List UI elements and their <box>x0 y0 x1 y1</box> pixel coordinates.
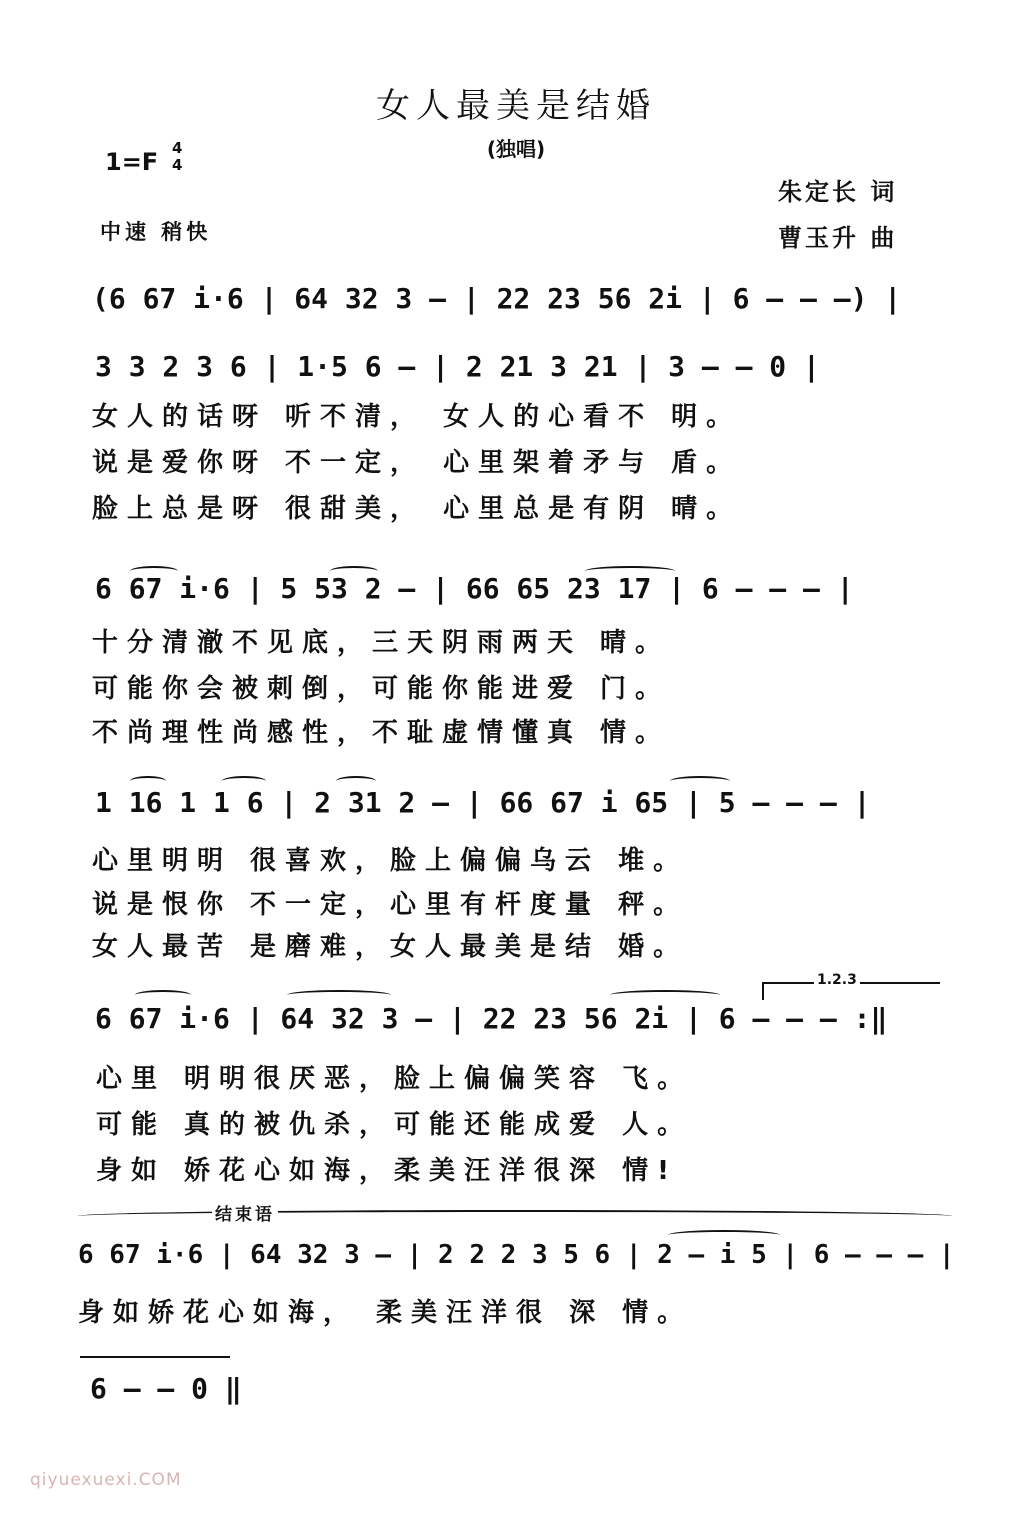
notation-line-1: 3 3 2 3 6 | 1·5 6 – | 2 21 3 21 | 3 – – 0 | <box>95 350 820 383</box>
composer-credit: 曹玉升 曲 <box>778 224 898 252</box>
lyric-line: 可能 真的被仇杀，可能还能成爱 人。 <box>96 1110 693 1140</box>
slur <box>135 990 191 1000</box>
notation-line-final: 6 – – 0 ‖ <box>90 1372 242 1405</box>
slur <box>222 776 266 786</box>
meter-top: 4 <box>172 139 183 157</box>
lyric-line: 不尚理性尚感性，不耻虚情懂真 情。 <box>92 718 671 748</box>
notation-line-4: 6 67 i·6 | 64 32 3 – | 22 23 56 2i | 6 – – – :‖ <box>95 1002 888 1035</box>
meter-bottom: 4 <box>172 156 183 174</box>
phrase-slur <box>78 1210 952 1222</box>
lyric-line: 心里 明明很厌恶，脸上偏偏笑容 飞。 <box>96 1064 693 1094</box>
key-signature: 1=F <box>105 148 159 176</box>
lyric-line: 脸上总是呀 很甜美， 心里总是有阴 晴。 <box>92 494 742 524</box>
slur <box>336 776 376 786</box>
notation-line-coda: 6 67 i·6 | 64 32 3 – | 2 2 2 3 5 6 | 2 – i 5 | 6 – – – | <box>78 1240 955 1270</box>
time-signature <box>172 140 182 174</box>
notation-line-2: 6 67 i·6 | 5 53 2 – | 66 65 23 17 | 6 – – – | <box>95 572 854 605</box>
watermark: qiyuexuexi.COM <box>30 1470 182 1490</box>
lyric-line: 说是恨你 不一定，心里有杆度量 秤。 <box>92 890 689 920</box>
notation-line-intro: (6 67 i·6 | 64 32 3 – | 22 23 56 2i | 6 – – –) | <box>92 282 902 315</box>
tempo-marking: 中速 稍快 <box>100 220 212 244</box>
tie-line <box>80 1356 230 1368</box>
lyric-line: 女人的话呀 听不清， 女人的心看不 明。 <box>92 402 742 432</box>
lyric-line: 心里明明 很喜欢，脸上偏偏乌云 堆。 <box>92 846 689 876</box>
lyricist-credit: 朱定长 词 <box>778 178 898 206</box>
slur <box>668 1230 780 1240</box>
lyric-line: 身如 娇花心如海，柔美汪洋很深 情! <box>96 1156 678 1186</box>
notation-line-3: 1 16 1 1 6 | 2 31 2 – | 66 67 i 65 | 5 – – – | <box>95 786 871 819</box>
lyric-line: 说是爱你呀 不一定， 心里架着矛与 盾。 <box>92 448 742 478</box>
lyric-line: 可能你会被刺倒，可能你能进爱 门。 <box>92 674 671 704</box>
slur <box>287 990 391 1000</box>
lyric-line: 十分清澈不见底，三天阴雨两天 晴。 <box>92 628 671 658</box>
coda-label: 结束语 <box>212 1200 278 1225</box>
slur <box>130 776 166 786</box>
volta-label: 1.2.3 <box>814 972 860 988</box>
song-title: 女人最美是结婚 <box>376 86 656 126</box>
lyric-line: 身如娇花心如海， 柔美汪洋很 深 情。 <box>78 1298 693 1328</box>
lyric-line: 女人最苦 是磨难，女人最美是结 婚。 <box>92 932 689 962</box>
song-subtitle: (独唱) <box>486 137 546 161</box>
slur <box>670 776 730 786</box>
slur <box>610 990 720 1000</box>
